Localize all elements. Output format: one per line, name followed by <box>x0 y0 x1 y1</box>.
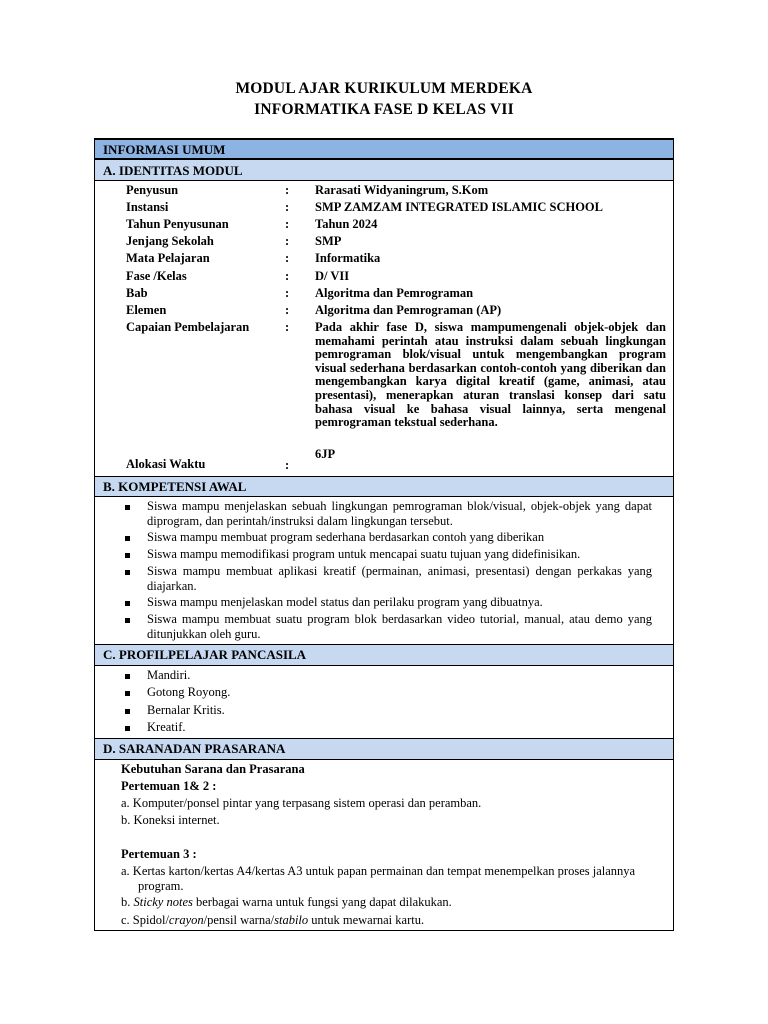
sarana-item <box>121 895 452 910</box>
sarana-item-italic: crayon <box>168 913 204 927</box>
colon: : <box>285 183 290 197</box>
sarana-item-text: untuk mewarnai kartu. <box>308 913 425 927</box>
label-instansi: Instansi <box>126 200 169 214</box>
sarana-item <box>121 913 424 928</box>
label-alokasi-waktu: Alokasi Waktu <box>126 457 206 471</box>
colon: : <box>285 251 290 265</box>
bullet-icon <box>125 691 130 696</box>
kompetensi-item: Siswa mampu menjelaskan sebuah lingkungan pemrograman blok/visual, objek-objek yang dapat diprogram, dan perintah/instruksi dalam lingkungan tersebut. <box>147 499 652 528</box>
value-alokasi-waktu: 6JP <box>315 447 336 461</box>
pertemuan-1-2-heading: Pertemuan 1& 2 : <box>121 779 217 793</box>
value-tahun-penyusunan: Tahun 2024 <box>315 217 378 231</box>
bullet-icon <box>125 570 130 575</box>
label-elemen: Elemen <box>126 303 167 317</box>
colon: : <box>285 269 290 283</box>
kompetensi-item: Siswa mampu menjelaskan model status dan perilaku program yang dibuatnya. <box>147 595 543 609</box>
sarana-heading: Kebutuhan Sarana dan Prasarana <box>121 762 305 776</box>
value-elemen: Algoritma dan Pemrograman (AP) <box>315 303 502 317</box>
bullet-icon <box>125 618 130 623</box>
profil-item: Mandiri. <box>147 668 191 682</box>
sarana-item-italic: stabilo <box>274 913 309 927</box>
colon: : <box>285 234 290 248</box>
bullet-icon <box>125 553 130 558</box>
label-fase-kelas: Fase /Kelas <box>126 269 187 283</box>
value-jenjang-sekolah: SMP <box>315 234 342 248</box>
label-capaian-pembelajaran: Capaian Pembelajaran <box>126 320 250 334</box>
sarana-item: a. Komputer/ponsel pintar yang terpasang sistem operasi dan peramban. <box>121 796 482 810</box>
document-title-line1: MODUL AJAR KURIKULUM MERDEKA <box>235 80 533 97</box>
label-penyusun: Penyusun <box>126 183 179 197</box>
profil-item: Gotong Royong. <box>147 685 231 699</box>
kompetensi-item: Siswa mampu membuat suatu program blok berdasarkan video tutorial, manual, atau demo yang ditunjukkan oleh guru. <box>147 612 652 641</box>
label-mata-pelajaran: Mata Pelajaran <box>126 251 210 265</box>
sarana-item-text: /pensil warna/ <box>203 913 275 927</box>
label-bab: Bab <box>126 286 148 300</box>
section-informasi-umum: INFORMASI UMUM <box>95 139 673 159</box>
kompetensi-item: Siswa mampu membuat aplikasi kreatif (permainan, animasi, presentasi) dengan perkakas yang diajarkan. <box>147 564 652 593</box>
bullet-icon <box>125 726 130 731</box>
document-title-line2: INFORMATIKA FASE D KELAS VII <box>254 101 514 118</box>
profil-item: Bernalar Kritis. <box>147 703 225 717</box>
sarana-item: b. Koneksi internet. <box>121 813 220 827</box>
value-fase-kelas: D/ VII <box>315 269 350 283</box>
label-jenjang-sekolah: Jenjang Sekolah <box>126 234 214 248</box>
profil-item: Kreatif. <box>147 720 186 734</box>
pertemuan-3-heading: Pertemuan 3 : <box>121 847 197 861</box>
label-tahun-penyusunan: Tahun Penyusunan <box>126 217 229 231</box>
value-capaian-pembelajaran: Pada akhir fase D, siswa mampumengenali objek-objek dan memahami perintah atau instruksi dalam sebuah lingkungan pemrograman blok/visual untuk mengembangkan program visual sederhana berdasarkan contoh-contoh yang diberikan dan mengembangkan karya digital kreatif (game, animasi, atau presentasi), menerapkan aturan translasi konsep dari satu bahasa visual ke bahasa visual lainnya, serta mengenal pemrograman tekstual sederhana. <box>315 320 666 430</box>
section-sarana-prasarana: D. SARANADAN PRASARANA <box>95 738 673 760</box>
bullet-icon <box>125 505 130 510</box>
colon: : <box>285 458 290 472</box>
bullet-icon <box>125 709 130 714</box>
kompetensi-item: Siswa mampu membuat program sederhana berdasarkan contoh yang diberikan <box>147 530 545 544</box>
value-instansi: SMP ZAMZAM INTEGRATED ISLAMIC SCHOOL <box>315 200 603 214</box>
colon: : <box>285 217 290 231</box>
sarana-item-text: berbagai warna untuk fungsi yang dapat dilakukan. <box>192 895 452 909</box>
value-penyusun: Rarasati Widyaningrum, S.Kom <box>315 183 489 197</box>
bullet-icon <box>125 536 130 541</box>
sarana-item-italic: Sticky notes <box>133 895 193 909</box>
bullet-icon <box>125 674 130 679</box>
sarana-item-prefix: c. Spidol/ <box>121 913 169 927</box>
section-identitas-modul: A. IDENTITAS MODUL <box>95 159 673 181</box>
sarana-item-prefix: b. <box>121 895 134 909</box>
value-bab: Algoritma dan Pemrograman <box>315 286 474 300</box>
kompetensi-item: Siswa mampu memodifikasi program untuk mencapai suatu tujuan yang didefinisikan. <box>147 547 581 561</box>
bullet-icon <box>125 601 130 606</box>
section-kompetensi-awal: B. KOMPETENSI AWAL <box>95 476 673 497</box>
colon: : <box>285 303 290 317</box>
colon: : <box>285 320 290 334</box>
colon: : <box>285 286 290 300</box>
sarana-item: a. Kertas karton/kertas A4/kertas A3 untuk papan permainan dan tempat menempelkan proses jalannya program. <box>121 864 636 893</box>
colon: : <box>285 200 290 214</box>
section-profil-pelajar-pancasila: C. PROFILPELAJAR PANCASILA <box>95 644 673 666</box>
value-mata-pelajaran: Informatika <box>315 251 381 265</box>
